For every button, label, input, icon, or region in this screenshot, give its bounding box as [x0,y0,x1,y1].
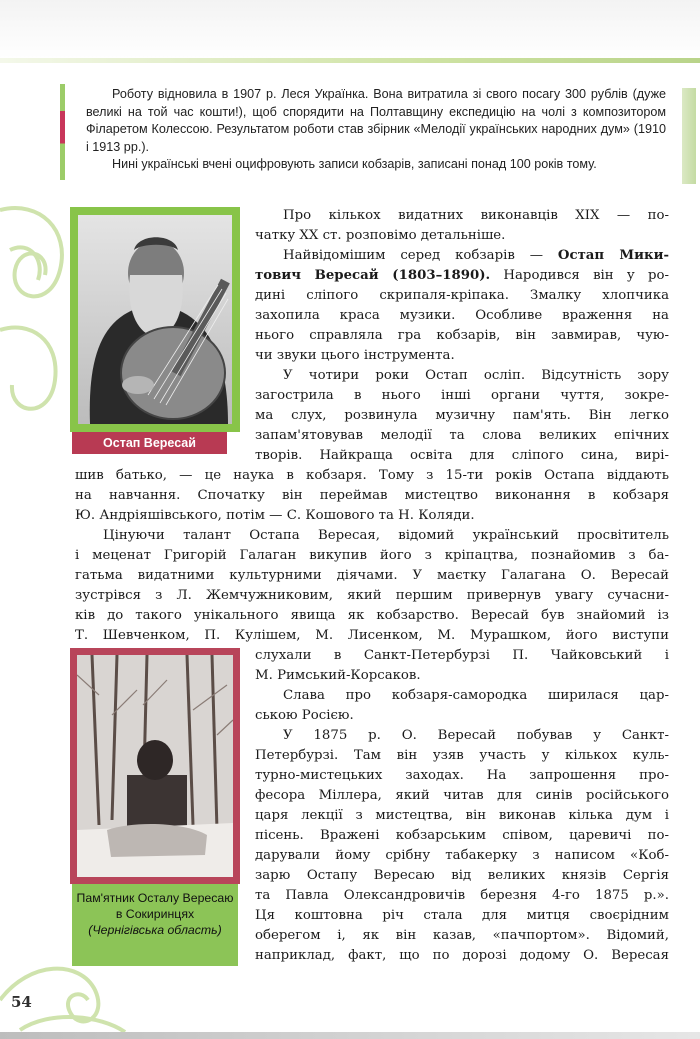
text-line: і меценат Григорій Галаган викупив його з кріпацтва, познайомив з ба- [75,548,669,563]
portrait-photo-frame [70,207,240,432]
text-fragment: Найвідомішим серед кобзарів — [283,248,544,263]
text-line: оберегом і, як він казав, «пачпортом». Відомий, [255,928,669,943]
text-line: на навчання. Спочатку він переймав мистецтво виконання в кобзаря [75,488,669,503]
text-line: ків до такого унікального явища як кобзарство. Вересай був знайомий із [75,608,669,623]
info-note [86,86,666,174]
text-line: турно-мистецьких заходах. На запрошення про- [255,768,669,783]
text-line: зарю Остапу Вересаю від великих князів Сергія [255,868,669,883]
text-line: захопила краса музики. Особливе враження на [255,308,669,323]
swirl-ornament-icon [0,190,75,440]
monument-photo-icon [77,655,233,877]
text-line: загострила в нього інші органи чуття, зокре- [255,388,669,403]
monument-caption-note: (Чернігівська область) [88,923,222,937]
note-marker-left [60,84,65,180]
text-line: Про кількох видатних виконавців ХІХ — по- [283,208,669,223]
text-line: У 1875 р. О. Вересай побував у Санкт- [283,728,669,743]
text-line: Цінуючи талант Остапа Вересая, відомий український просвітитель [103,528,669,543]
note-marker-right [682,88,696,184]
text-line: зустрівся з Л. Жемчужниковим, який першим привернув увагу сучасни- [75,588,669,603]
text-line: нього справляла гра кобзарів, він завмирав, чую- [255,328,669,343]
text-line: царя лекції з мистецтва, він виконав кілька дум і [255,808,669,823]
text-line: Ця коштовна річ стала для митця своєрідним [255,908,669,923]
text-line: чи звуки цього інструмента. [255,348,455,363]
note-paragraph-2: Нині українські вчені оцифровують записи кобзарів, записані понад 100 років тому. [112,157,597,171]
text-line: запам'ятовував мелодії та слова великих епічних [255,428,669,443]
text-line: гатьма видатними культурними діячами. У маєтку Галагана О. Вересай [75,568,669,583]
text-line: шив батько, — це наука в кобзаря. Тому з 15-ти років Остапа віддають [75,468,669,483]
text-line: наприклад, факт, що по дорозі додому О. Вересая [255,948,669,963]
name-highlight: тович Вересай (1803–1890). [255,268,491,283]
monument-caption [72,884,238,966]
text-line: слухали в Санкт-Петербурзі П. Чайковський і [255,648,669,663]
text-fragment: Народився він у ро- [503,268,669,283]
text-line [255,266,669,286]
text-line: дині сліпого скрипаля-кріпака. Змалку хлопчика [255,288,669,303]
text-line: та Павла Олександровичів березня 4-го 1875 р.». [255,888,669,903]
text-line: ською Росією. [255,708,354,723]
text-line: фесора Міллера, який читав для синів російського [255,788,669,803]
footer-line [0,1032,700,1039]
monument-caption-main: Пам'ятник Осталу Вересаю в Сокиринцях [76,891,234,921]
text-line: творів. Найкраща освіта для сліпого сина, вирі- [255,448,669,463]
portrait-caption: Остап Вересай [72,432,227,454]
text-line: Ю. Андріяшівського, потім — С. Кошового та Н. Коляди. [75,508,475,523]
monument-photo-frame [70,648,240,884]
page-number: 54 [11,993,32,1011]
header-band [0,0,700,58]
text-line: Слава про кобзаря-самородка ширилася цар- [283,688,669,703]
text-line: У чотири роки Остап осліп. Відсутність зору [283,368,669,383]
text-line: Петербурзі. Там він узяв участь у кількох куль- [255,748,669,763]
text-line: пісень. Вражені кобзарським співом, царевичі по- [255,828,669,843]
text-line: ма слух, розвинула музичну пам'ять. Він легко [255,408,669,423]
note-paragraph-1: Роботу відновила в 1907 р. Леся Українка. Вона витратила зі свого посагу 300 рублів (дуже великі на той час кошти!), щоб спорядити на Полтавщину експедицію на чолі з композитором Філаретом Колессою. Результатом роботи став збірник «Мелодії українських народних дум» (1910 і 1913 рр.). [86,87,666,154]
text-line: Т. Шевченком, П. Кулішем, М. Лисенком, М. Мурашком, його виступи [75,628,669,643]
name-highlight: Остап Мики- [557,248,669,263]
text-line: чатку ХХ ст. розповімо детальніше. [255,228,506,243]
text-line: М. Римський-Корсаков. [255,668,421,683]
header-stripe [0,58,700,63]
text-line: дарували йому срібну табакерку з написом «Коб- [255,848,669,863]
text-line [283,246,669,266]
portrait-photo-icon [78,215,232,424]
